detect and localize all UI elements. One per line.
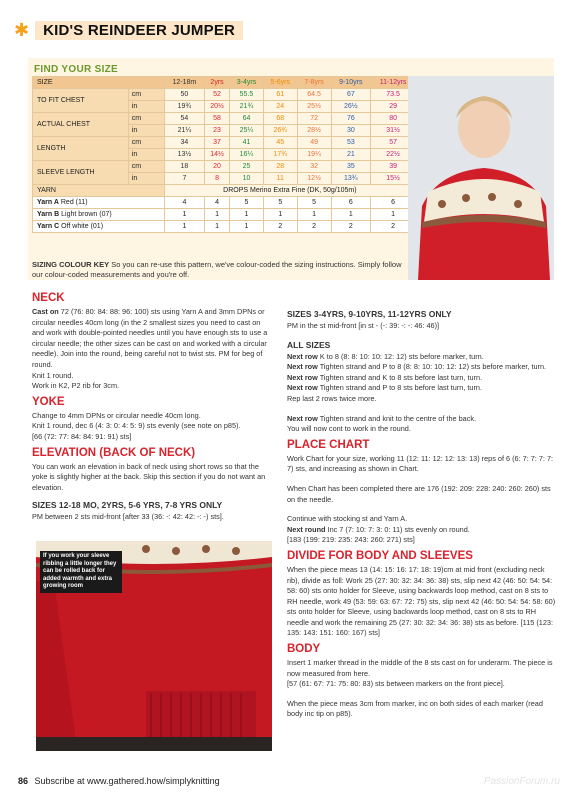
sweater-photo [36, 541, 272, 751]
size-header: 2yrs [205, 77, 230, 89]
chart-line: [183 (199: 219: 235: 243: 260: 271) sts] [287, 535, 415, 545]
body-heading: BODY [287, 643, 321, 656]
key-label: SIZING COLOUR KEY [32, 260, 110, 269]
table-cell: 21¼ [164, 125, 204, 137]
table-cell: 1 [205, 209, 230, 221]
chart-line: Continue with stocking st and Yarn A. [287, 514, 408, 524]
instruction-line: Next row Tighten strand and P to 8 (8: 8: 10: 10: 12: 12) sts before marker, turn. [287, 362, 547, 372]
table-cell: 26¾ [263, 125, 297, 137]
table-cell: 20 [205, 161, 230, 173]
table-cell: 2 [263, 221, 297, 233]
table-cell: 35 [331, 161, 371, 173]
neck-line: Knit 1 round. [32, 370, 74, 380]
table-header-row [33, 77, 416, 89]
table-cell: 2 [371, 221, 416, 233]
table-cell: 61 [263, 89, 297, 101]
table-row [33, 137, 416, 149]
star-icon: ✱ [14, 19, 30, 41]
table-cell: 2 [331, 221, 371, 233]
table-cell: 45 [263, 137, 297, 149]
measure-label: LENGTH [33, 137, 129, 161]
table-cell: 49 [297, 137, 331, 149]
instruction-line: Next row Tighten strand and knit to the centre of the back. [287, 413, 477, 423]
table-cell: 12½ [297, 173, 331, 185]
yarn-name: Yarn B Light brown (07) [33, 209, 165, 221]
table-cell: 73.5 [371, 89, 416, 101]
table-cell: 72 [297, 113, 331, 125]
size-table [32, 76, 416, 233]
chart-line: Work Chart for your size, working 11 (12: 11: 12: 12: 13: 13) reps of 6 (6: 7: 7: 7: 7: 7) sts, and increasing as shown in Chart. [287, 453, 554, 474]
yoke-line: Change to 4mm DPNs or circular needle 40cm long. [32, 410, 201, 420]
unit-label: cm [128, 137, 164, 149]
table-cell: 22½ [371, 149, 416, 161]
size-label: SIZE [33, 77, 165, 89]
table-cell: 13½ [164, 149, 204, 161]
table-cell: 41 [230, 137, 264, 149]
all-sizes-heading: ALL SIZES [287, 339, 331, 350]
table-cell: 29 [371, 101, 416, 113]
table-cell: 58 [205, 113, 230, 125]
table-cell: 10 [230, 173, 264, 185]
unit-label: cm [128, 113, 164, 125]
table-cell: 67 [331, 89, 371, 101]
table-cell: 52 [205, 89, 230, 101]
body-line: [57 (61: 67: 71: 75: 80: 83) sts between markers on the front piece]. [287, 679, 505, 689]
sizes-heading-2: SIZES 3-4YRS, 9-10YRS, 11-12YRS ONLY [287, 309, 452, 319]
title-bar [14, 20, 243, 40]
table-cell: 11 [263, 173, 297, 185]
table-cell: 64.5 [297, 89, 331, 101]
table-cell: 76 [331, 113, 371, 125]
table-cell: 16¼ [230, 149, 264, 161]
table-cell: 19¾ [164, 101, 204, 113]
table-cell: 80 [371, 113, 416, 125]
size-header: 9-10yrs [331, 77, 371, 89]
sizes-text: PM between 2 sts mid-front [after 33 (36: -: 42: 42: -: -) sts]. [32, 512, 224, 522]
table-cell: 1 [263, 209, 297, 221]
table-cell: 1 [164, 221, 204, 233]
measure-label: SLEEVE LENGTH [33, 161, 129, 185]
table-cell: 2 [297, 221, 331, 233]
table-cell: 54 [164, 113, 204, 125]
yarn-row [33, 185, 416, 197]
page-number: 86 [18, 776, 29, 786]
table-cell: 34 [164, 137, 204, 149]
page-title: KID'S REINDEER JUMPER [35, 21, 243, 40]
size-heading: FIND YOUR SIZE [34, 64, 119, 75]
yarn-amount-row [33, 209, 416, 221]
footer [18, 776, 220, 786]
child-photo-top-image [408, 76, 554, 280]
table-cell: 1 [331, 209, 371, 221]
table-row [33, 161, 416, 173]
table-cell: 1 [230, 221, 264, 233]
table-cell: 8 [205, 173, 230, 185]
table-cell: 4 [205, 197, 230, 209]
yarn-name: Yarn C Off white (01) [33, 221, 165, 233]
body-line: Insert 1 marker thread in the middle of the 8 sts cast on for underarm. The piece is now measured from here. [287, 658, 553, 678]
table-cell: 28½ [297, 125, 331, 137]
table-cell: 23 [205, 125, 230, 137]
table-cell: 1 [230, 209, 264, 221]
yarn-description: DROPS Merino Extra Fine (DK, 50g/105m) [164, 185, 415, 197]
yarn-label: YARN [33, 185, 165, 197]
unit-label: in [128, 173, 164, 185]
table-cell: 32 [297, 161, 331, 173]
neck-line: Work in K2, P2 rib for 3cm. [32, 381, 120, 391]
table-cell: 21 [331, 149, 371, 161]
size-header: 5-6yrs [263, 77, 297, 89]
size-header: 3-4yrs [230, 77, 264, 89]
table-cell: 28 [263, 161, 297, 173]
instruction-line: Rep last 2 rows twice more. [287, 393, 377, 403]
yarn-name: Yarn A Red (11) [33, 197, 165, 209]
size-header: 7-8yrs [297, 77, 331, 89]
instruction-line: Next row K to 8 (8: 8: 10: 10: 12: 12) sts before marker, turn. [287, 351, 484, 361]
table-cell: 1 [164, 209, 204, 221]
table-cell: 20½ [205, 101, 230, 113]
table-cell: 39 [371, 161, 416, 173]
table-cell: 6 [331, 197, 371, 209]
table-cell: 25½ [297, 101, 331, 113]
table-cell: 50 [164, 89, 204, 101]
table-cell: 53 [331, 137, 371, 149]
table-cell: 68 [263, 113, 297, 125]
sizes-text-2: PM in the st mid-front [in st - (-: 39: -: -: 46: 46)] [287, 321, 440, 330]
photo-callout: If you work your sleeve ribbing a little longer they can be rolled back for added warmth and extra growing room [40, 551, 122, 593]
divide-heading: DIVIDE FOR BODY AND SLEEVES [287, 549, 473, 562]
unit-label: cm [128, 161, 164, 173]
table-cell: 18 [164, 161, 204, 173]
elevation-heading: ELEVATION (BACK OF NECK) [32, 446, 196, 459]
neck-heading: NECK [32, 292, 65, 304]
table-cell: 55.5 [230, 89, 264, 101]
instruction-line: You will now cont to work in the round. [287, 424, 411, 434]
yarn-amount-row [33, 221, 416, 233]
table-cell: 6 [371, 197, 416, 209]
sizing-colour-key [32, 260, 402, 280]
instruction-line: Next row Tighten strand and P to 8 sts before last turn, turn. [287, 383, 482, 393]
table-cell: 26½ [331, 101, 371, 113]
table-row [33, 89, 416, 101]
yarn-amount-row [33, 197, 416, 209]
table-row [33, 113, 416, 125]
measure-label: TO FIT CHEST [33, 89, 129, 113]
table-cell: 57 [371, 137, 416, 149]
body-line: When the piece meas 3cm from marker, inc on both sides of each marker (read body inc tip on p85). [287, 698, 543, 719]
right-column [287, 307, 557, 720]
table-cell: 64 [230, 113, 264, 125]
table-cell: 5 [297, 197, 331, 209]
divide-text: When the piece meas 13 (14: 15: 16: 17: 18: 19)cm at mid front (excluding neck rib), divide as foll: Work 25 (27: 30: 32: 34: 36: 38) sts, slip next 42 (46: 50: 54: 54: 58: 60) sts onto holder for Sleeve, using backwards loop method, cast on 8 sts to RH needle, work 49 (53: 59: 63: 67: 72: 75) sts, slip next 42 (46: 50: 54: 54: 58: 60) sts onto holder for Sleeve, using backwards loop method, cast on 8 sts to RH needle and work the remaining 25 (27: 30: 32: 34: 36: 38) sts as before. [115 (123: 135: 143: 151: 160: 167) sts] [287, 564, 556, 638]
measure-label: ACTUAL CHEST [33, 113, 129, 137]
unit-label: in [128, 149, 164, 161]
table-cell: 30 [331, 125, 371, 137]
place-chart-heading: PLACE CHART [287, 438, 370, 451]
table-cell: 37 [205, 137, 230, 149]
sizes-heading: SIZES 12-18 MO, 2YRS, 5-6 YRS, 7-8 YRS ONLY [32, 500, 223, 511]
table-cell: 24 [263, 101, 297, 113]
table-cell: 31½ [371, 125, 416, 137]
table-cell: 17¾ [263, 149, 297, 161]
child-photo-top [408, 76, 554, 280]
table-cell: 5 [230, 197, 264, 209]
size-header: 11-12yrs [371, 77, 416, 89]
table-cell: 25 [230, 161, 264, 173]
table-cell: 5 [263, 197, 297, 209]
key-text: So you can re-use this pattern, we've colour-coded the sizing instructions. Simply follow our colour-coded measurements and you're off. [32, 260, 402, 279]
yoke-heading: YOKE [32, 395, 65, 408]
table-cell: 25¼ [230, 125, 264, 137]
table-cell: 4 [164, 197, 204, 209]
unit-label: cm [128, 89, 164, 101]
table-cell: 19¼ [297, 149, 331, 161]
table-cell: 1 [297, 209, 331, 221]
unit-label: in [128, 101, 164, 113]
size-header: 12-18m [164, 77, 204, 89]
neck-cast-on: Cast on 72 (76: 80: 84: 88: 96: 100) sts using Yarn A and 3mm DPNs or circular needles 40cm long (in the 2 smallest sizes you need to cast on and work with double-pointed needles until you have enough sts to use a circular needle; the other sizes can be cast on and worked with a circular needle). Join into the round, being careful not to twist sts. PM for beg of round. [32, 307, 268, 369]
elevation-text: You can work an elevation in back of neck using short rows so that the yoke is slightly higher at the back. Skip this section if you do not want an elevation. [32, 461, 266, 492]
table-cell: 15½ [371, 173, 416, 185]
table-cell: 7 [164, 173, 204, 185]
chart-line: When Chart has been completed there are 176 (192: 209: 228: 240: 260: 260) sts on the needle. [287, 483, 551, 504]
yoke-line: [66 (72: 77: 84: 84: 91: 91) sts] [32, 431, 132, 441]
table-cell: 21¾ [230, 101, 264, 113]
watermark: PassionForum.ru [483, 776, 560, 787]
table-cell: 1 [371, 209, 416, 221]
table-cell: 1 [205, 221, 230, 233]
table-cell: 14½ [205, 149, 230, 161]
unit-label: in [128, 125, 164, 137]
left-column [32, 292, 274, 523]
table-cell: 13¾ [331, 173, 371, 185]
yoke-line: Knit 1 round, dec 6 (4: 3: 0: 4: 5: 9) sts evenly (see note on p85). [32, 421, 241, 431]
instruction-line: Next row Tighten strand and K to 8 sts before last turn, turn. [287, 372, 483, 382]
subscribe-link[interactable]: Subscribe at www.gathered.how/simplyknitting [34, 776, 220, 786]
chart-line: Next round Inc 7 (7: 10: 7: 3: 0: 11) sts evenly on round. [287, 524, 470, 534]
